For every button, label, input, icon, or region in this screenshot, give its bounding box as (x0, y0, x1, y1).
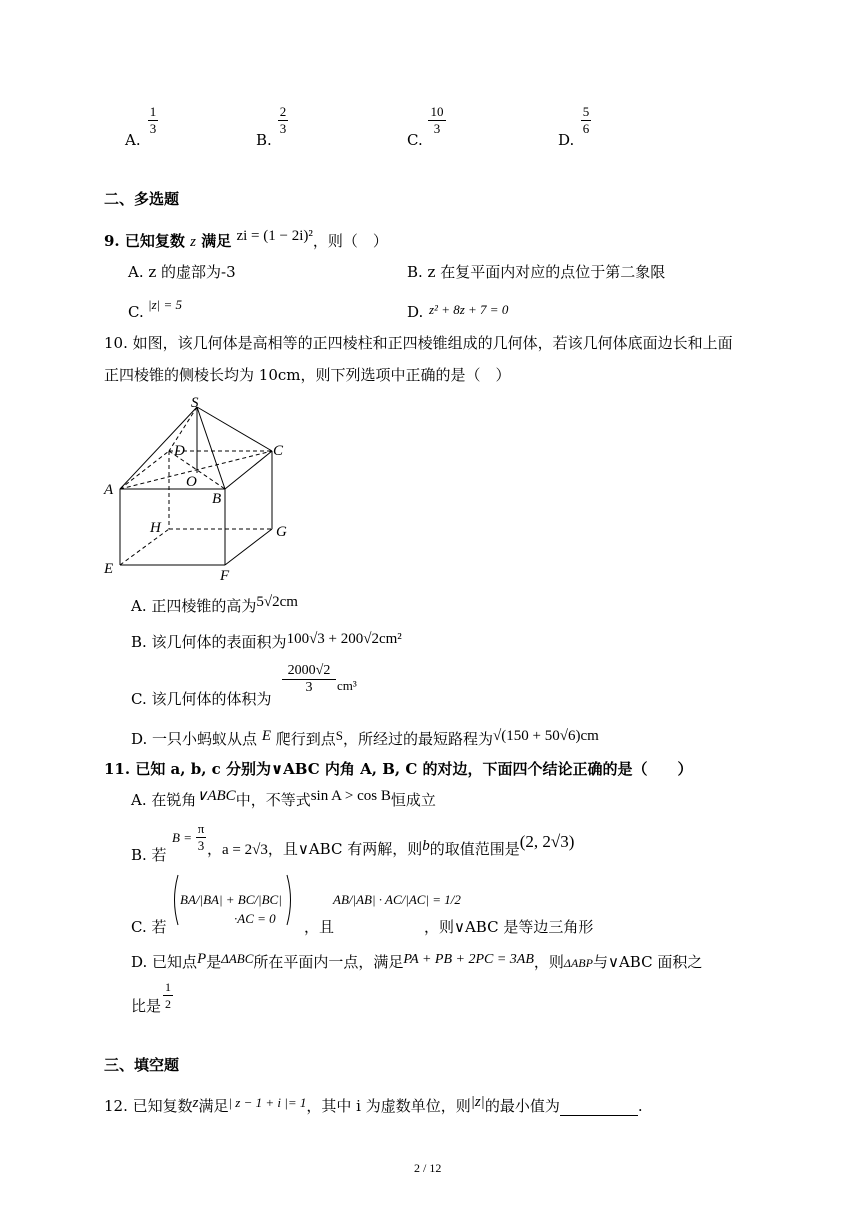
q9-option-c-label: C. (128, 303, 144, 321)
q11-c-expr2: AB/|AB| · AC/|AC| = 1/2 (333, 892, 461, 907)
q11-d-text3: 所在平面内一点，满足 (253, 953, 404, 971)
q11-d-P: P (197, 951, 207, 967)
q11-d-text5: 与∨ABC 面积之 (592, 953, 703, 971)
q10-d-text3: ，所经过的最短路程为 (343, 730, 494, 748)
q10-option-b (131, 633, 402, 652)
q11-option-b (131, 846, 167, 864)
q11-a-expr: sin A > cos B (310, 788, 391, 804)
q9-option-d-expr: z² + 8z + 7 = 0 (429, 302, 509, 317)
q11-b-text2: ，且∨ABC 有两解，则 (267, 840, 423, 858)
q11-d-text2: 是 (206, 953, 222, 971)
q12-stem (104, 1094, 643, 1116)
q11-option-b-rest (207, 832, 575, 859)
q11-d-fraction (163, 980, 173, 1011)
fig-label-g: G (276, 524, 287, 540)
q12-text2: 满足 (198, 1097, 229, 1115)
q9-stem-mid: 满足 (201, 232, 232, 250)
q11-b-B: B = (172, 830, 192, 845)
q11-d-text1: D. 已知点 (131, 953, 198, 971)
q12-z: z (192, 1095, 199, 1111)
q8-c-num: 10 (430, 104, 444, 119)
q9-option-a: A. z 的虚部为-3 (128, 263, 236, 281)
q12-text4: 的最小值为 (484, 1097, 560, 1115)
q8-option-c-fraction (428, 105, 446, 136)
q11-b-a: ，a = 2√3 (207, 842, 268, 858)
q12-expr: | z − 1 + i |= 1 (228, 1095, 307, 1110)
q11-b-b: b (422, 838, 430, 854)
q8-option-d-label: D. (558, 131, 575, 149)
q11-c-expr1b: ·AC = 0 (234, 911, 276, 926)
q11-d-bar (163, 995, 173, 996)
q11-a-text3: 恒成立 (390, 791, 436, 809)
q12-answer-blank[interactable] (560, 1101, 638, 1116)
fig-label-f: F (220, 568, 230, 584)
q8-d-num: 5 (582, 104, 590, 119)
q11-d-text4: ，则 (533, 953, 564, 971)
q11-b-text1: B. 若 (131, 846, 167, 864)
q11-b-pi: π (197, 821, 205, 836)
fig-label-a: A (104, 482, 114, 498)
fig-label-b: B (212, 491, 222, 507)
q11-b-three: 3 (197, 838, 205, 853)
q8-option-d-fraction (581, 105, 591, 136)
q11-d-den: 2 (165, 997, 171, 1011)
q11-c-and: ，且 (304, 918, 335, 936)
q8-a-num: 1 (149, 104, 157, 119)
q8-option-a-fraction (148, 105, 158, 136)
q8-b-den: 3 (279, 121, 287, 136)
q10-d-expr: √(150 + 50√6)cm (493, 728, 599, 744)
q11-c-expr1-box (170, 872, 304, 928)
q10-option-d (131, 730, 599, 749)
q8-option-b-fraction (278, 105, 288, 136)
fig-label-s: S (191, 395, 199, 411)
q10-a-text: A. 正四棱锥的高为 (131, 597, 257, 615)
q10-option-a (131, 594, 298, 616)
q10-d-text1: D. 一只小蚂蚁从点 (131, 730, 258, 748)
section-heading-multi-choice: 二、多选题 (104, 190, 180, 208)
q12-text1: 12. 已知复数 (104, 1097, 193, 1115)
q11-d-tri: ΔABC (221, 951, 254, 966)
q11-d-expr: PA + PB + 2PC = 3AB (403, 952, 534, 967)
q10-c-text: C. 该几何体的体积为 (131, 690, 272, 708)
q12-text3: ，其中 i 为虚数单位，则 (306, 1097, 471, 1115)
q11-option-d (131, 953, 702, 973)
q9-option-c-expr: |z| = 5 (148, 297, 182, 312)
q10-c-den: 3 (305, 680, 313, 695)
q10-b-text: B. 该几何体的表面积为 (131, 633, 287, 651)
q8-c-den: 3 (433, 121, 441, 136)
q8-b-num: 2 (279, 104, 287, 119)
q11-a-text1: A. 在锐角 (131, 791, 197, 809)
fig-label-o: O (186, 474, 197, 490)
q10-c-num: 2000√2 (287, 663, 331, 678)
q8-a-den: 3 (149, 121, 157, 136)
q10-c-unit: cm³ (337, 678, 357, 693)
q11-c-text1: C. 若 (131, 918, 167, 936)
q9-stem (104, 228, 388, 251)
q11-d-text6: 比是 (131, 997, 162, 1015)
q11-c-text2: ，则∨ABC 是等边三角形 (424, 918, 594, 936)
fig-label-c: C (273, 443, 284, 459)
q9-stem-end: ，则（ ） (312, 232, 388, 250)
q11-b-text3: 的取值范围是 (429, 840, 520, 858)
q11-option-a (131, 788, 436, 810)
q10-stem-line1: 10. 如图，该几何体是高相等的正四棱柱和正四棱锥组成的几何体，若该几何体底面边长和上面 (104, 334, 733, 352)
q12-absz: |z| (470, 1094, 485, 1110)
q9-option-b: B. z 在复平面内对应的点位于第二象限 (407, 263, 666, 281)
q11-d-num: 1 (165, 980, 171, 994)
fig-label-e: E (104, 561, 114, 577)
q8-d-den: 6 (582, 121, 590, 136)
q12-end: . (637, 1097, 643, 1115)
q9-option-d-label: D. (407, 303, 424, 321)
q11-d-abp: ΔABP (563, 956, 593, 970)
q10-d-s: S (335, 728, 344, 743)
q11-b-pi-fraction (196, 822, 206, 853)
fig-label-h: H (150, 520, 161, 536)
section-heading-fill-blank: 三、填空题 (104, 1056, 180, 1074)
q9-var: z (190, 234, 196, 250)
q11-b-range: (2, 2√3) (519, 832, 575, 851)
q11-c-expr1: BA/|BA| + BC/|BC| (180, 892, 282, 907)
q10-geometry-figure (100, 393, 300, 588)
page-number: 2 / 12 (414, 1161, 442, 1175)
q11-stem: 11. 已知 a, b, c 分别为∨ABC 内角 A, B, C 的对边，下面四个结论正确的是（ ） (104, 760, 693, 778)
q11-a-tri: ∨ABC (196, 788, 236, 804)
q10-stem-line2: 正四棱锥的侧棱长均为 10cm，则下列选项中正确的是（ ） (104, 366, 511, 384)
q8-option-c-label: C. (407, 131, 423, 149)
q9-stem-text: 9. 已知复数 (104, 232, 185, 250)
q10-d-e: E (261, 728, 271, 744)
q10-b-expr: 100√3 + 200√2cm² (286, 631, 402, 647)
q10-c-fraction (282, 664, 336, 695)
q11-a-text2: 中，不等式 (235, 791, 311, 809)
q8-option-a-label: A. (125, 131, 141, 149)
q9-equation: zi = (1 − 2i)² (236, 228, 313, 244)
q10-a-expr: 5√2cm (256, 594, 298, 610)
fig-label-d: D (174, 443, 185, 459)
q10-d-text2: 爬行到点 (275, 730, 336, 748)
q8-option-b-label: B. (256, 131, 272, 149)
